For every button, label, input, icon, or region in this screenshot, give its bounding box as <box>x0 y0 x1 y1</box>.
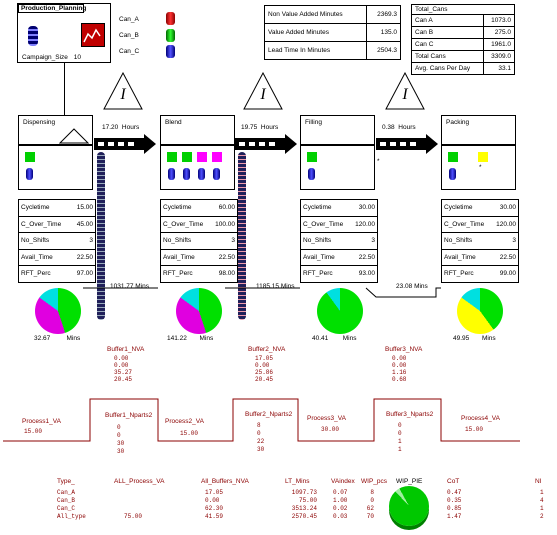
pie-filling <box>317 288 363 334</box>
summary-row <box>265 24 401 42</box>
cans-label: Can C <box>412 39 484 51</box>
buffer1-nparts-title: Buffer1_Nparts2 <box>105 412 153 419</box>
process2-va-value: 15.00 <box>180 430 199 437</box>
buffer2-nva-values: 17.05 0.00 25.86 20.45 <box>255 355 274 383</box>
col-header: NI <box>535 478 542 485</box>
summary-label: Non Value Added Minutes <box>265 6 367 24</box>
process-name: Filling <box>305 119 322 126</box>
process-body-blend <box>160 145 235 190</box>
col-header: ALL_Process_VA <box>114 478 165 485</box>
buffer2-nparts-title: Buffer2_Nparts2 <box>245 411 293 418</box>
process4-va-title: Process4_VA <box>461 415 500 422</box>
total-cans-title: Total_Cans <box>412 5 515 15</box>
process3-va-value: 30.00 <box>321 426 340 433</box>
connector-line <box>64 63 65 115</box>
buffer3-nva-title: Buffer3_NVA <box>385 346 423 353</box>
buffer-mins: 1031.77 Mins <box>110 283 150 290</box>
can-a-icon <box>166 12 175 25</box>
cans-value: 3309.0 <box>483 51 514 63</box>
inventory-triangle-label: I <box>260 86 266 103</box>
stats-packing: Cycletime 30.00 C_Over_Time 120.00 No_Shifts 3 Avail_Time 22.50 RFT_Perc 99.00 <box>441 199 519 283</box>
product-color-square <box>25 152 35 162</box>
summary-label: Lead Time In Minutes <box>265 42 367 60</box>
pie-packing <box>457 288 503 334</box>
transport-time-3: 0.38 Hours <box>382 124 416 131</box>
campaign-cans-icon <box>28 26 38 46</box>
chart-icon <box>81 23 105 47</box>
process-header-blend[interactable] <box>160 115 235 145</box>
legend-can-a-label: Can_A <box>119 16 139 23</box>
inventory-triangle-label: I <box>120 86 126 103</box>
can-icon <box>198 168 205 180</box>
cans-label: Avg. Cans Per Day <box>412 63 484 75</box>
stats-filling: Cycletime 30.00 C_Over_Time 120.00 No_Shifts 3 Avail_Time 22.50 RFT_Perc 93.00 <box>300 199 378 283</box>
can-c-icon <box>166 45 175 58</box>
buffer1-nva-title: Buffer1_NVA <box>107 346 145 353</box>
transport-time-1: 17.20 Hours <box>102 124 140 131</box>
process-header-packing[interactable] <box>441 115 516 145</box>
product-color-square <box>197 152 207 162</box>
wip-pie <box>389 486 429 526</box>
can-icon <box>449 168 456 180</box>
buffer2-nva-title: Buffer2_NVA <box>248 346 286 353</box>
campaign-size-label: Campaign_Size <box>22 54 68 61</box>
process-mins: 141.22 Mins <box>167 335 214 342</box>
buffer3-nparts-values: 0 0 1 1 <box>398 422 402 453</box>
cans-value: 1961.0 <box>483 39 514 51</box>
col-header: LT_Mins <box>285 478 310 485</box>
stats-dispensing: Cycletime 15.00 C_Over_Time 45.00 No_Shifts 3 Avail_Time 22.50 RFT_Perc 97.00 <box>18 199 96 283</box>
product-color-square <box>182 152 192 162</box>
process-name: Blend <box>165 119 182 126</box>
col-header: WIP_pcs <box>361 478 388 485</box>
col-header: VAindex <box>331 478 355 485</box>
cans-value: 275.0 <box>483 27 514 39</box>
can-icon <box>26 168 33 180</box>
summary-label: Value Added Minutes <box>265 24 367 42</box>
process-name: Packing <box>446 119 470 126</box>
buffer3-nparts-title: Buffer3_Nparts2 <box>386 411 434 418</box>
process-header-filling[interactable] <box>300 115 375 145</box>
inventory-triangle-label: I <box>402 86 408 103</box>
star-marker: * <box>377 158 380 165</box>
total-cans-table <box>411 4 515 75</box>
buffer-mins: 1185.15 Mins <box>256 283 295 290</box>
campaign-size-value: 10 <box>73 54 81 61</box>
buffer1-nva-values: 0.00 0.00 35.27 20.45 <box>114 355 133 383</box>
process-mins: 32.67 Mins <box>34 335 81 342</box>
process-body-packing <box>441 145 516 190</box>
product-color-square <box>448 152 458 162</box>
production-planning-title: Production_Planning <box>18 4 84 13</box>
process-mins: 40.41 Mins <box>312 335 357 342</box>
stats-blend: Cycletime 60.00 C_Over_Time 100.00 No_Shifts 3 Avail_Time 22.50 RFT_Perc 98.00 <box>160 199 238 283</box>
product-color-square <box>478 152 488 162</box>
process4-va-value: 15.00 <box>465 426 484 433</box>
summary-row <box>265 42 401 60</box>
col-header: WIP_PIE <box>396 478 423 485</box>
product-color-square <box>307 152 317 162</box>
summary-row <box>265 6 401 24</box>
push-arrow-3 <box>376 134 438 154</box>
buffer1-nparts-values: 0 0 30 30 <box>117 424 125 455</box>
pie-dispensing <box>35 288 81 334</box>
col-header: All_Buffers_NVA <box>201 478 249 485</box>
process1-va-title: Process1_VA <box>22 418 61 425</box>
cans-label: Can B <box>412 27 484 39</box>
cans-value: 33.1 <box>483 63 514 75</box>
can-icon <box>183 168 190 180</box>
product-color-square <box>167 152 177 162</box>
push-arrow-2 <box>235 134 297 154</box>
buffer-mins: 23.08 Mins <box>396 283 428 290</box>
star-marker: * <box>479 164 482 171</box>
pie-blend <box>176 288 222 334</box>
inventory-triangle-2[interactable] <box>243 72 283 110</box>
inventory-triangle-1[interactable] <box>103 72 143 110</box>
product-color-square <box>212 152 222 162</box>
process-body-dispensing <box>18 145 93 190</box>
col-header: CoT <box>447 478 460 485</box>
cans-label: Can A <box>412 15 484 27</box>
legend-can-c-label: Can_C <box>119 48 140 55</box>
can-icon <box>308 168 315 180</box>
buffer3-nva-values: 0.00 0.00 1.16 0.68 <box>392 355 407 383</box>
production-planning-box[interactable] <box>17 3 111 63</box>
process1-va-value: 15.00 <box>24 428 43 435</box>
can-icon <box>213 168 220 180</box>
legend-can-b-label: Can_B <box>119 32 139 39</box>
buffer2-nparts-values: 8 0 22 30 <box>257 422 265 453</box>
inventory-triangle-3[interactable] <box>385 72 425 110</box>
summary-value: 2504.3 <box>367 42 401 60</box>
process-name: Dispensing <box>23 119 56 126</box>
process-mins: 49.95 Mins <box>453 335 496 342</box>
push-arrow-1 <box>94 134 156 154</box>
process3-va-title: Process3_VA <box>307 415 346 422</box>
summary-value: 2369.3 <box>367 6 401 24</box>
can-icon <box>168 168 175 180</box>
summary-table <box>264 5 401 60</box>
summary-value: 135.0 <box>367 24 401 42</box>
transport-time-2: 19.75 Hours <box>241 124 279 131</box>
col-header: Type_ <box>57 478 75 485</box>
cans-label: Total Cans <box>412 51 484 63</box>
process-header-dispensing[interactable] <box>18 115 93 145</box>
can-b-icon <box>166 29 175 42</box>
cans-value: 1073.0 <box>483 15 514 27</box>
process-body-filling <box>300 145 375 190</box>
process2-va-title: Process2_VA <box>165 418 204 425</box>
